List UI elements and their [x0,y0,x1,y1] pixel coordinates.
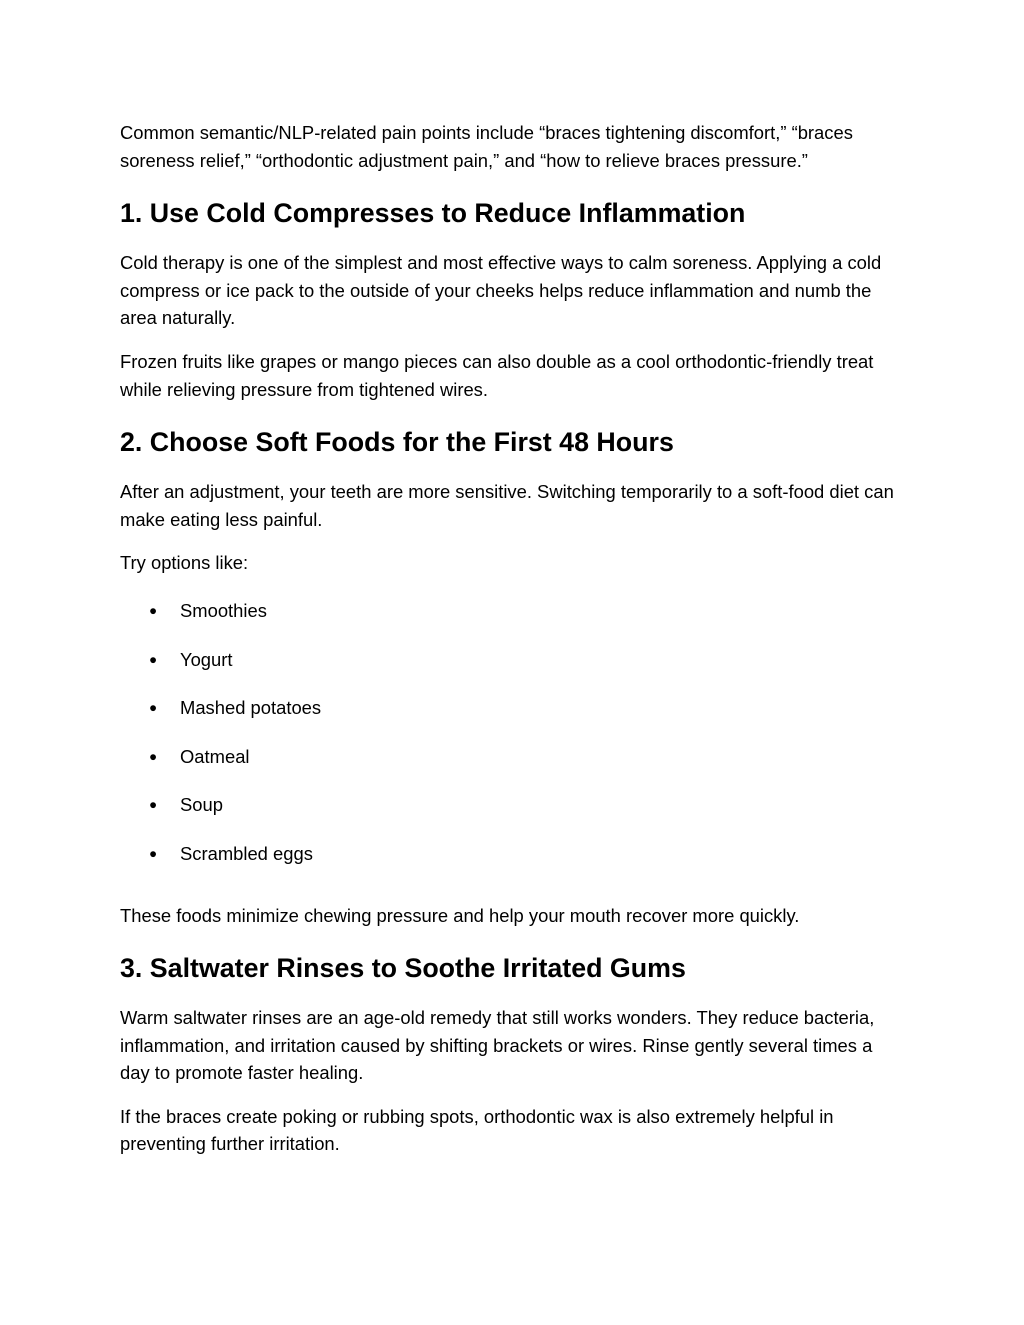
list-item-label: Smoothies [180,599,267,621]
list-item-label: Yogurt [180,648,233,670]
list-item-label: Oatmeal [180,745,250,767]
bullet-icon: ● [149,651,158,667]
paragraph: Cold therapy is one of the simplest and most effective ways to calm soreness. Applying a cold compress or ice pack to the outside of your cheeks helps reduce inflammation and numb the area naturally. [120,252,882,329]
section-heading: 3. Saltwater Rinses to Soothe Irritated Gums [120,953,686,984]
list-item-label: Scrambled eggs [180,842,313,864]
paragraph: Try options like: [120,552,249,574]
bullet-icon: ● [149,845,158,861]
bullet-icon: ● [149,602,158,618]
list-item [120,743,904,771]
bullet-icon: ● [149,797,158,813]
list-item [120,840,904,868]
section-heading: 1. Use Cold Compresses to Reduce Inflammation [120,198,746,229]
list-item-label: Mashed potatoes [180,697,322,719]
paragraph: Common semantic/NLP-related pain points include “braces tightening discomfort,” “braces soreness relief,” “orthodontic adjustment pain,” and “how to relieve braces pressure.” [120,122,853,171]
paragraph: These foods minimize chewing pressure and help your mouth recover more quickly. [120,904,800,926]
bullet-icon: ● [149,700,158,716]
paragraph: If the braces create poking or rubbing spots, orthodontic wax is also extremely helpful in preventing further irritation. [120,1105,834,1155]
list-item [120,694,904,722]
section-heading: 2. Choose Soft Foods for the First 48 Hours [120,427,674,458]
document-content [120,119,904,1158]
paragraph: After an adjustment, your teeth are more sensitive. Switching temporarily to a soft-food diet can make eating less painful. [120,481,894,530]
bullet-icon: ● [149,748,158,764]
bullet-list [120,597,904,868]
list-item [120,597,904,625]
paragraph: Frozen fruits like grapes or mango pieces can also double as a cool orthodontic-friendly treat while relieving pressure from tightened wires. [120,350,874,400]
list-item-label: Soup [180,794,223,816]
list-item [120,791,904,819]
list-item [120,646,904,674]
paragraph: Warm saltwater rinses are an age-old remedy that still works wonders. They reduce bacteria, inflammation, and irritation caused by shifting brackets or wires. Rinse gently several times a day to promote faster healing. [120,1007,875,1084]
